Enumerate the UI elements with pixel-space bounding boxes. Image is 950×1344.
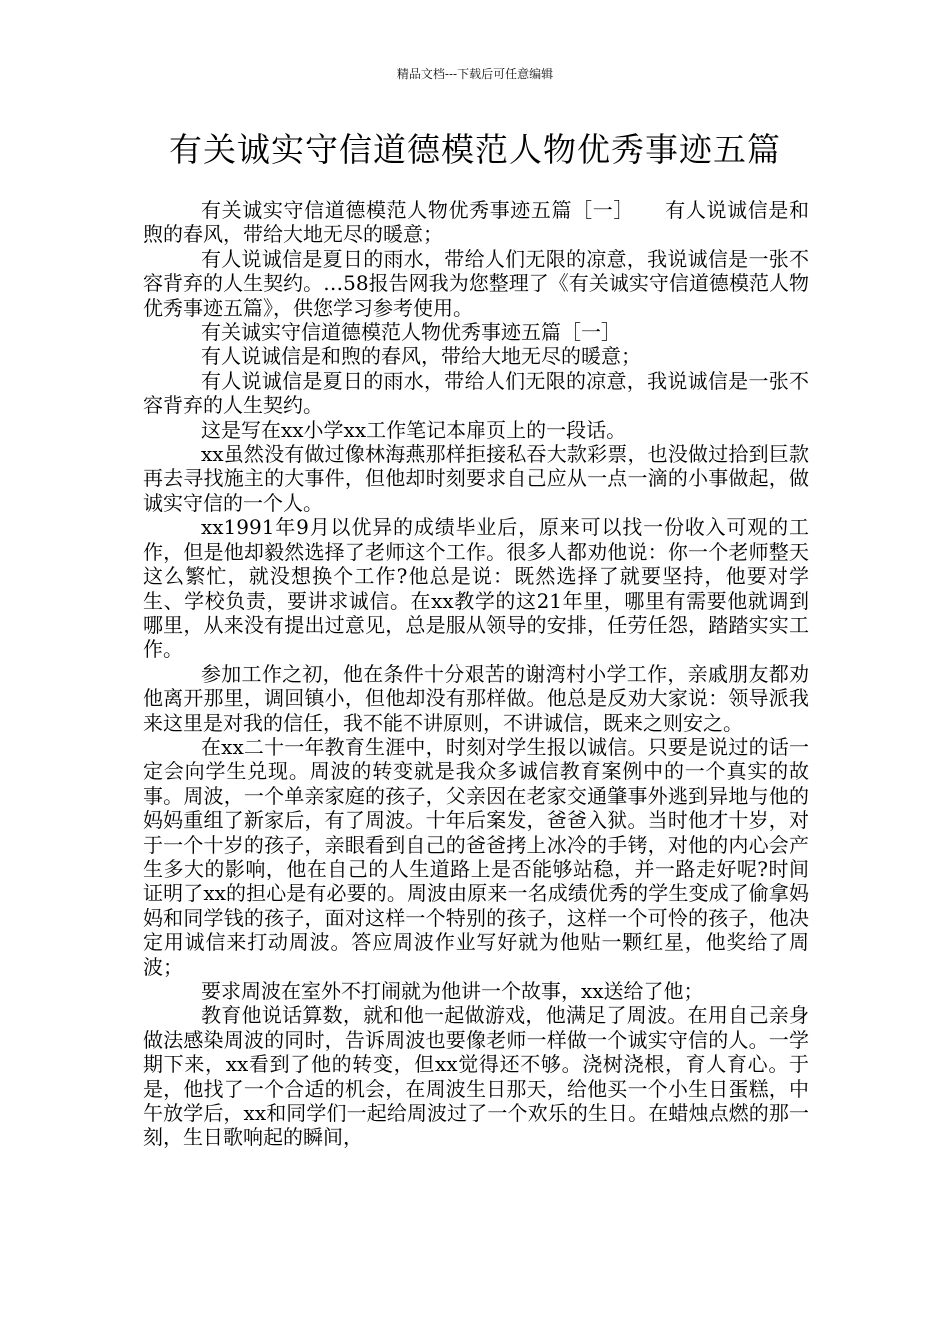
header-note: 精品文档---下载后可任意编辑 (396, 67, 554, 81)
paragraph-1: 有关诚实守信道德模范人物优秀事迹五篇［一］ 有人说诚信是和煦的春风，带给大地无尽的暖意； (143, 198, 809, 247)
paragraph-7: xx虽然没有做过像林海燕那样拒接私吞大款彩票，也没做过拾到巨款再去寻找施主的大事件，但他却时刻要求自己应从一点一滴的小事做起，做诚实守信的一个人。 (143, 442, 809, 515)
paragraph-10: 在xx二十一年教育生涯中，时刻对学生报以诚信。只要是说过的话一定会向学生兑现。周波的转变就是我众多诚信教育案例中的一个真实的故事。周波，一个单亲家庭的孩子，父亲因在老家交通肇事外逃到异地与他的妈妈重组了新家后，有了周波。十年后案发，爸爸入狱。当时他才十岁，对于一个十岁的孩子，亲眼看到自己的爸爸拷上冰冷的手铐，对他的内心会产生多大的影响，他在自己的人生道路上是否能够站稳，并一路走好呢?时间证明了xx的担心是有必要的。周波由原来一名成绩优秀的学生变成了偷拿妈妈和同学钱的孩子，面对这样一个特别的孩子，这样一个可怜的孩子，他决定用诚信来打动周波。答应周波作业写好就为他贴一颗红星，他奖给了周波； (143, 734, 809, 979)
paragraph-11: 要求周波在室外不打闹就为他讲一个故事，xx送给了他； (201, 979, 704, 1003)
document-body (143, 198, 809, 1150)
paragraph-8: xx1991年9月以优异的成绩毕业后，原来可以找一份收入可观的工作，但是他却毅然选择了老师这个工作。很多人都劝他说：你一个老师整天这么繁忙，就没想换个工作?他总是说：既然选择了就要坚持，他要对学生、学校负责，要讲求诚信。在xx教学的这21年里，哪里有需要他就调到哪里，从来没有提出过意见，总是服从领导的安排，任劳任怨，踏踏实实工作。 (143, 515, 809, 662)
document-title: 有关诚实守信道德模范人物优秀事迹五篇 (169, 130, 781, 169)
paragraph-6: 这是写在xx小学xx工作笔记本扉页上的一段话。 (201, 417, 627, 442)
paragraph-12: 教育他说话算数，就和他一起做游戏，他满足了周波。在用自己亲身做法感染周波的同时，告诉周波也要像老师一样做一个诚实守信的人。一学期下来，xx看到了他的转变，但xx觉得还不够。浇树浇根，育人育心。于是，他找了一个合适的机会，在周波生日那天，给他买一个小生日蛋糕，中午放学后，xx和同学们一起给周波过了一个欢乐的生日。在蜡烛点燃的那一刻，生日歌响起的瞬间， (143, 1003, 809, 1150)
paragraph-3: 有关诚实守信道德模范人物优秀事迹五篇［一］ (201, 320, 621, 345)
paragraph-9: 参加工作之初，他在条件十分艰苦的谢湾村小学工作，亲戚朋友都劝他离开那里，调回镇小，但他却没有那样做。他总是反劝大家说：领导派我来这里是对我的信任，我不能不讲原则，不讲诚信，既来之则安之。 (143, 661, 809, 735)
paragraph-5: 有人说诚信是夏日的雨水，带给人们无限的凉意，我说诚信是一张不容背弃的人生契约。 (143, 368, 809, 418)
paragraph-4: 有人说诚信是和煦的春风，带给大地无尽的暖意； (201, 344, 641, 369)
paragraph-2: 有人说诚信是夏日的雨水，带给人们无限的凉意，我说诚信是一张不容背弃的人生契约。…58报告网我为您整理了《有关诚实守信道德模范人物优秀事迹五篇》，供您学习参考使用。 (143, 246, 809, 320)
